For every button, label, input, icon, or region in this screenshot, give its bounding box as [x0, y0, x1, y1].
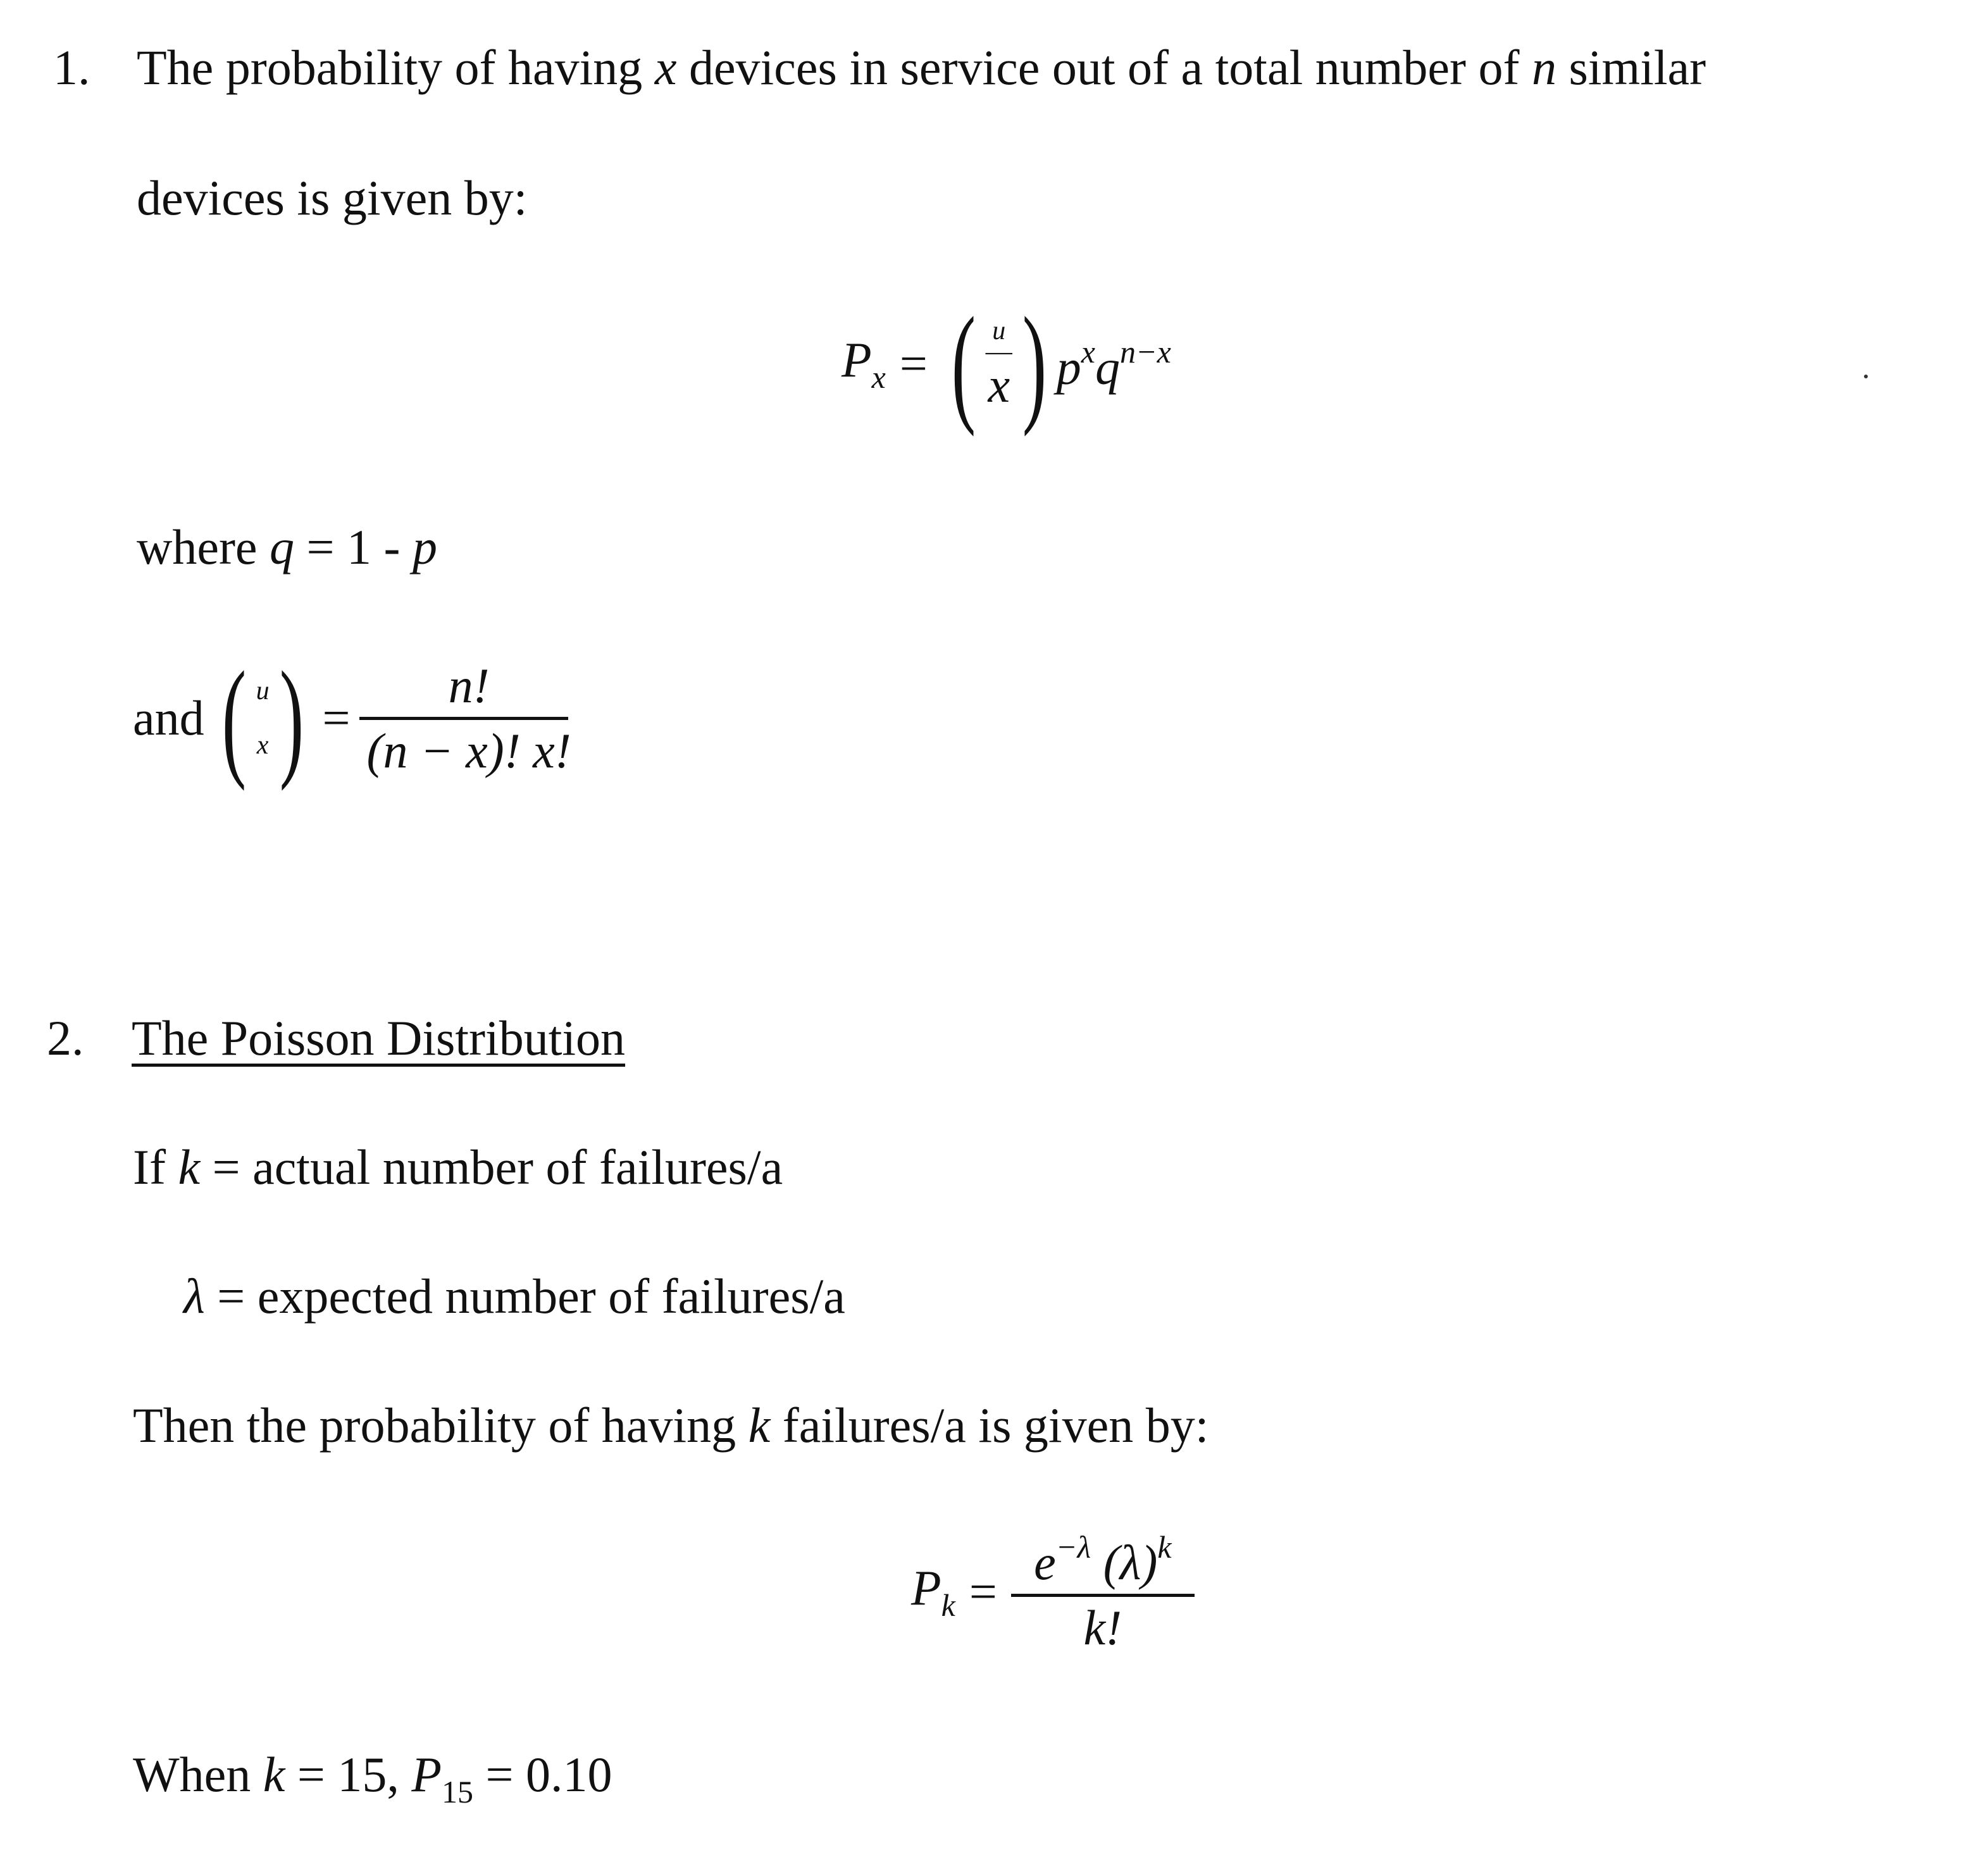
binom-top: u	[256, 676, 270, 705]
when-line: When k = 15, $P_{15} = 0.10$	[133, 1747, 612, 1810]
var-x: x	[654, 40, 677, 95]
factorial-fraction	[359, 657, 579, 778]
text: similar	[1556, 40, 1706, 95]
and-label: and	[133, 690, 204, 745]
p-term: $p^x$	[1056, 333, 1095, 395]
binomial-coefficient	[941, 290, 1057, 437]
binom-bottom: x	[988, 357, 1010, 413]
right-paren: )	[279, 645, 304, 792]
section-2-heading: The Poisson Distribution	[132, 1010, 626, 1065]
binom-bottom: x	[256, 731, 269, 760]
lambda-line: λ = expected number of failures/a	[183, 1269, 845, 1324]
equals: =	[899, 336, 928, 391]
denominator: k!	[1083, 1600, 1122, 1655]
left-paren: (	[221, 645, 246, 792]
right-paren: )	[1022, 290, 1047, 437]
denominator: (n − x)! x!	[366, 723, 571, 778]
section-2-number: 2.	[47, 1010, 84, 1065]
poisson-formula	[911, 1531, 1195, 1653]
binomial-formula	[842, 290, 1171, 437]
binom-bar: —	[985, 337, 1012, 367]
then-line: Then the probability of having k failures/a is given by:	[133, 1398, 1209, 1453]
numerator: n!	[448, 657, 490, 713]
left-paren: (	[951, 290, 976, 437]
fraction-bar	[359, 717, 568, 720]
var-n: n	[1532, 40, 1556, 95]
where-line: where q = 1 - p	[137, 519, 438, 574]
equals: =	[969, 1564, 997, 1619]
equals: =	[322, 690, 351, 745]
section-1-line-2: devices is given by:	[137, 170, 528, 225]
binomial-definition	[133, 645, 579, 792]
speck	[1864, 375, 1868, 378]
numerator: $e^{-\lambda}$ $(\lambda)^k$	[1034, 1529, 1172, 1590]
formula-lhs: $P_k$	[911, 1560, 955, 1623]
text: devices in service out of a total number of	[676, 40, 1532, 95]
binomial-coefficient	[212, 645, 314, 792]
binom-top: u	[992, 316, 1006, 346]
formula-lhs: $P_x$	[842, 332, 886, 395]
poisson-fraction	[1011, 1531, 1195, 1653]
text: The probability of having	[137, 40, 655, 95]
section-1-number: 1.	[53, 40, 90, 95]
section-1-line-1	[137, 40, 1706, 95]
fraction-bar	[1011, 1594, 1195, 1597]
q-term: $q^{n-x}$	[1095, 333, 1171, 395]
if-k-line: If k = actual number of failures/a	[133, 1139, 783, 1195]
